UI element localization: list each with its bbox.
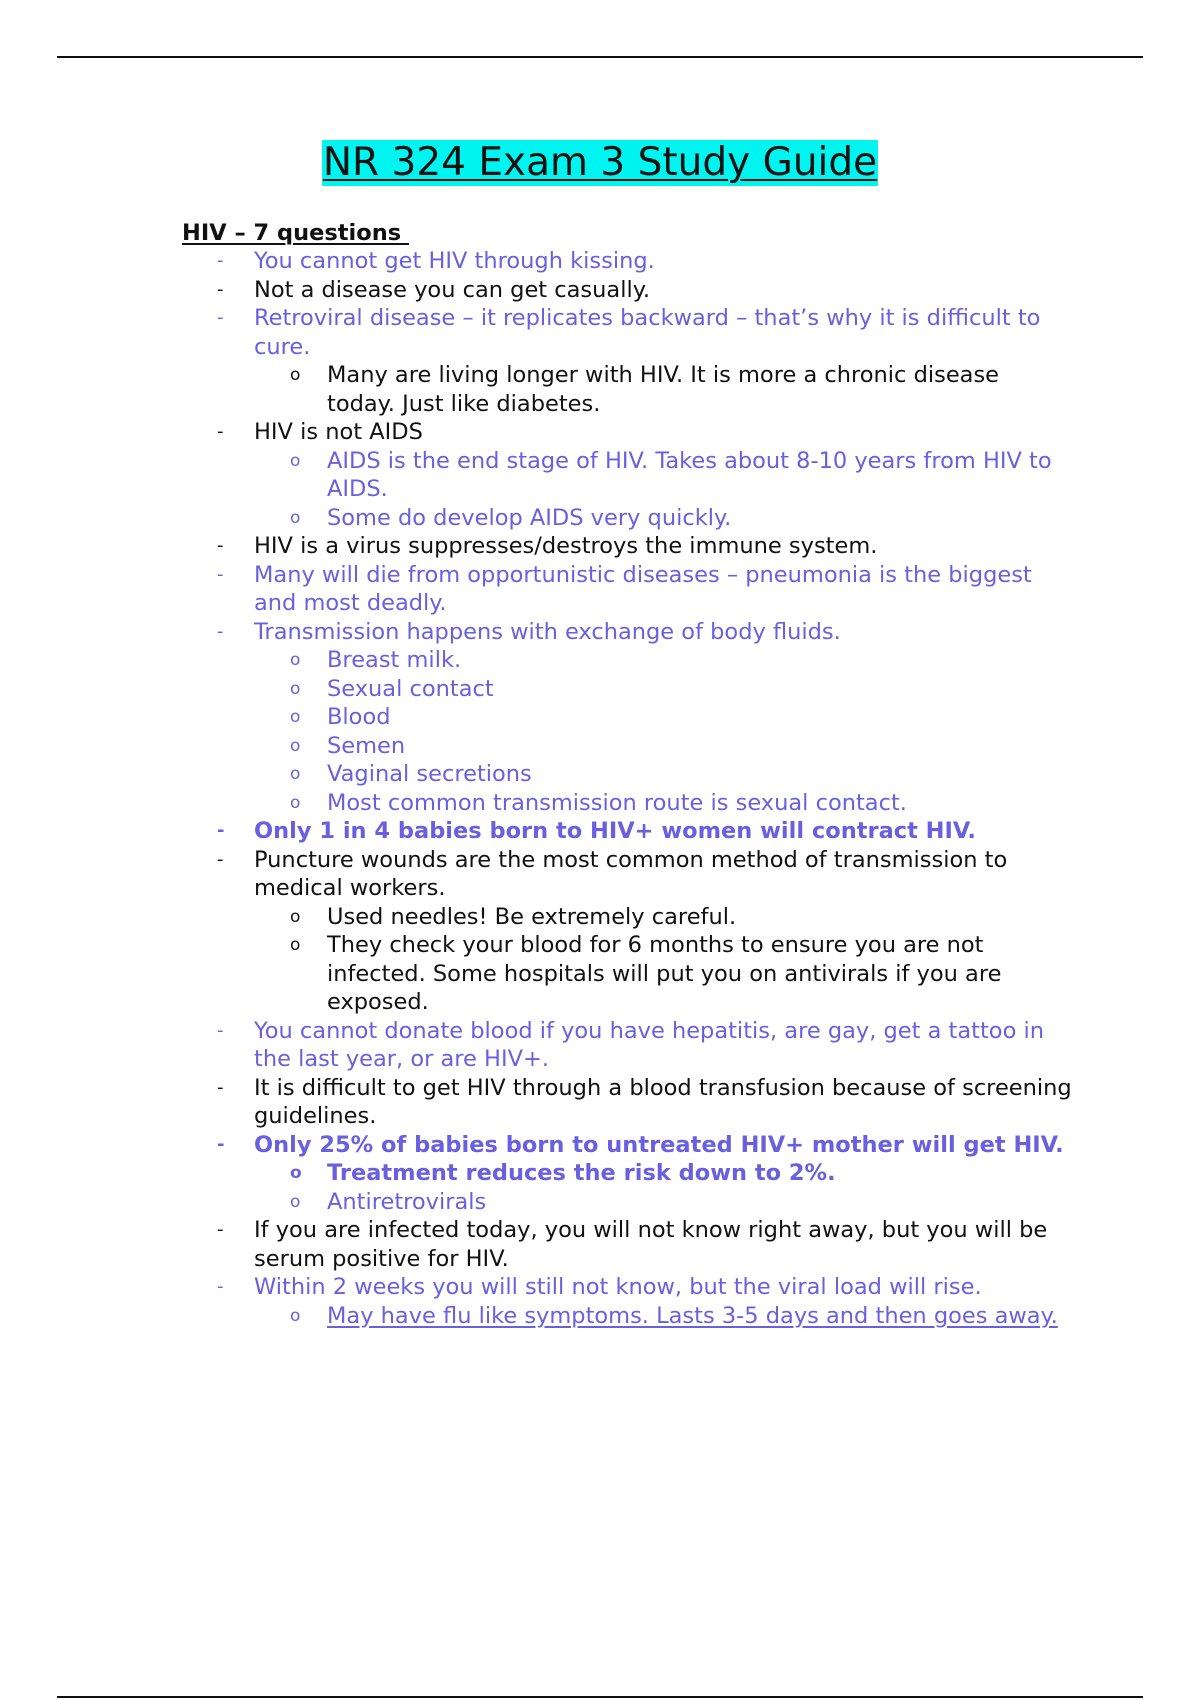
item-text: You cannot get HIV through kissing. bbox=[254, 248, 655, 274]
circle-bullet-icon: o bbox=[290, 1191, 301, 1212]
item-text: AIDS is the end stage of HIV. Takes about 8-10 years from HIV to AIDS. bbox=[327, 447, 1052, 502]
sub-list-item bbox=[0, 361, 1059, 418]
item-text: If you are infected today, you will not know right away, but you will be serum positive for HIV. bbox=[254, 1217, 1048, 1272]
list-item bbox=[0, 561, 1076, 618]
sub-list-item bbox=[0, 760, 1059, 789]
sub-list-item bbox=[0, 1159, 1059, 1188]
list-item bbox=[0, 1216, 1076, 1273]
item-text: Retroviral disease – it replicates backward – that’s why it is difficult to cure. bbox=[254, 305, 1041, 360]
dash-bullet-icon: - bbox=[217, 1076, 224, 1098]
sub-list-item bbox=[0, 447, 1059, 504]
item-text: Most common transmission route is sexual contact. bbox=[327, 789, 907, 816]
item-text: Not a disease you can get casually. bbox=[254, 276, 650, 303]
circle-bullet-icon: o bbox=[290, 707, 301, 727]
dash-bullet-icon: - bbox=[217, 1219, 224, 1240]
list-item bbox=[0, 532, 1076, 561]
circle-bullet-icon: o bbox=[290, 935, 301, 955]
circle-bullet-icon: o bbox=[290, 735, 301, 756]
item-text: Vaginal secretions bbox=[327, 761, 532, 787]
list-item bbox=[0, 1074, 1076, 1131]
top-rule bbox=[57, 56, 1143, 58]
item-text: It is difficult to get HIV through a blood transfusion because of screening guidelines. bbox=[254, 1074, 1072, 1129]
item-text: Blood bbox=[327, 704, 391, 730]
list-item bbox=[0, 1131, 1076, 1160]
item-text: Transmission happens with exchange of body fluids. bbox=[254, 618, 841, 645]
list-item bbox=[0, 247, 1076, 276]
item-text: Many will die from opportunistic diseases – pneumonia is the biggest and most deadly. bbox=[254, 561, 1032, 616]
sub-list-item bbox=[0, 1302, 1059, 1331]
item-text: Only 1 in 4 babies born to HIV+ women will contract HIV. bbox=[254, 818, 976, 844]
list-item bbox=[0, 817, 1076, 846]
circle-bullet-icon: o bbox=[290, 1305, 301, 1326]
list-item bbox=[0, 276, 1076, 305]
circle-bullet-icon: o bbox=[290, 450, 301, 471]
sub-list-item bbox=[0, 1188, 1059, 1217]
dash-bullet-icon: - bbox=[217, 421, 224, 442]
title-container bbox=[0, 140, 1200, 186]
dash-bullet-icon: - bbox=[217, 848, 224, 870]
dash-bullet-icon: - bbox=[217, 620, 224, 642]
item-text: Sexual contact bbox=[327, 675, 494, 702]
item-text: Semen bbox=[327, 732, 406, 759]
sub-list-item bbox=[0, 903, 1059, 932]
item-text: Antiretrovirals bbox=[327, 1188, 487, 1215]
circle-bullet-icon: o bbox=[290, 365, 301, 385]
bottom-rule bbox=[57, 1696, 1143, 1698]
circle-bullet-icon: o bbox=[290, 678, 301, 699]
list-item bbox=[0, 1017, 1076, 1074]
circle-bullet-icon: o bbox=[290, 792, 301, 813]
dash-bullet-icon: - bbox=[217, 278, 224, 300]
item-text: They check your blood for 6 months to ensure you are not infected. Some hospitals will put you on antivirals if you are exposed. bbox=[327, 932, 1002, 1015]
item-text: HIV is a virus suppresses/destroys the immune system. bbox=[254, 533, 878, 559]
dash-bullet-icon: - bbox=[217, 820, 225, 841]
item-text: Some do develop AIDS very quickly. bbox=[327, 504, 732, 531]
circle-bullet-icon: o bbox=[290, 906, 301, 927]
item-text: Breast milk. bbox=[327, 647, 462, 673]
item-text: Only 25% of babies born to untreated HIV+ mother will get HIV. bbox=[254, 1131, 1064, 1158]
sub-list-item bbox=[0, 703, 1059, 732]
sub-list-item bbox=[0, 789, 1059, 818]
dash-bullet-icon: - bbox=[217, 1133, 225, 1155]
sub-list-item bbox=[0, 675, 1059, 704]
circle-bullet-icon: o bbox=[290, 1163, 302, 1183]
dash-bullet-icon: - bbox=[217, 563, 224, 585]
item-text: May have flu like symptoms. Lasts 3-5 days and then goes away. bbox=[327, 1302, 1058, 1329]
dash-bullet-icon: - bbox=[217, 1019, 224, 1041]
sub-list-item bbox=[0, 732, 1059, 761]
list-item bbox=[0, 618, 1076, 647]
page-title: NR 324 Exam 3 Study Guide bbox=[322, 140, 878, 185]
item-text: HIV is not AIDS bbox=[254, 419, 423, 445]
list-item bbox=[0, 1273, 1076, 1302]
dash-bullet-icon: - bbox=[217, 535, 224, 556]
item-text: Many are living longer with HIV. It is more a chronic disease today. Just like diabetes. bbox=[327, 362, 1000, 417]
list-item bbox=[0, 304, 1076, 361]
item-text: Used needles! Be extremely careful. bbox=[327, 903, 737, 930]
dash-bullet-icon: - bbox=[217, 1276, 224, 1297]
circle-bullet-icon: o bbox=[290, 507, 301, 528]
circle-bullet-icon: o bbox=[290, 650, 301, 670]
notes-list bbox=[0, 247, 1200, 1330]
list-item bbox=[0, 418, 1076, 447]
dash-bullet-icon: - bbox=[217, 307, 224, 328]
sub-list-item bbox=[0, 931, 1059, 1017]
circle-bullet-icon: o bbox=[290, 764, 301, 784]
sub-list-item bbox=[0, 504, 1059, 533]
sub-list-item bbox=[0, 646, 1059, 675]
list-item bbox=[0, 846, 1076, 903]
item-text: Within 2 weeks you will still not know, but the viral load will rise. bbox=[254, 1274, 982, 1300]
dash-bullet-icon: - bbox=[217, 250, 224, 271]
item-text: You cannot donate blood if you have hepatitis, are gay, get a tattoo in the last year, or are HIV+. bbox=[254, 1017, 1045, 1072]
item-text: Treatment reduces the risk down to 2%. bbox=[327, 1160, 836, 1186]
item-text: Puncture wounds are the most common method of transmission to medical workers. bbox=[254, 846, 1008, 901]
section-heading: HIV – 7 questions bbox=[182, 220, 409, 246]
